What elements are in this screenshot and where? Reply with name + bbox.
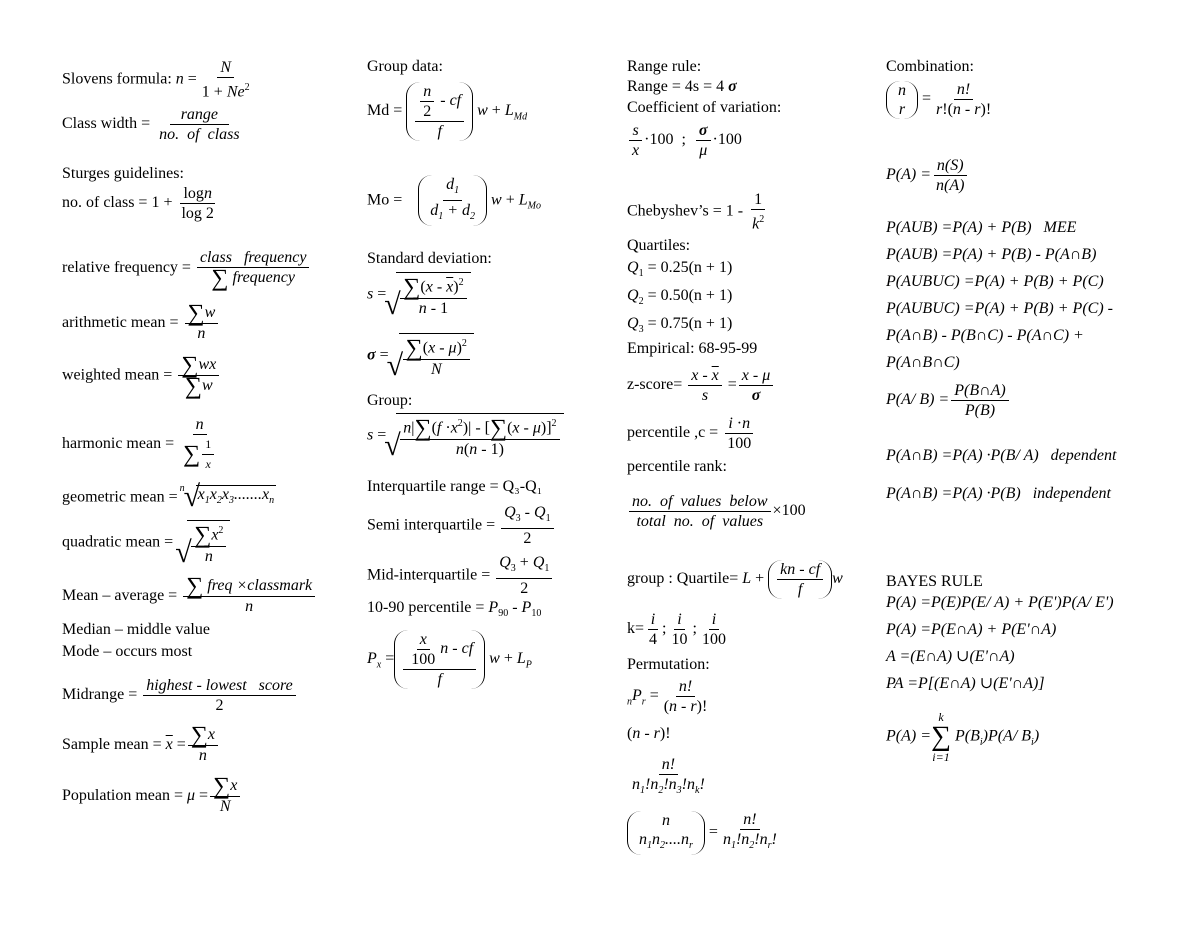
interquartile-range-text: Interquartile range = Q₃-Q₁ bbox=[367, 478, 543, 495]
n-minus-r-factorial: (n - r)! bbox=[627, 725, 671, 742]
k-formula: k= $\frac{i}{4}$ ; $\frac{i}{10}$ ; $\frac{i}{100}$ bbox=[627, 611, 726, 648]
percentile-formula: percentile ,c = $\frac{i \cdot n}{100}$ bbox=[627, 415, 752, 452]
median-group-formula: Md = $\frac{n}{2}$ - cf f $w + L_{Md}$ bbox=[367, 83, 528, 140]
harmonic-mean-formula: harmonic mean = n ∑ $\frac{1}{x}$ bbox=[62, 415, 221, 474]
union-three-mee-formula: P(AUBUC) =P(A) + P(B) + P(C) bbox=[886, 273, 1104, 290]
weighted-mean-formula: weighted mean = $\frac{\sum wx}{\sum w}$ bbox=[62, 355, 221, 397]
probability-formula: P(A) = $\frac{n(S)}{n(A)}$ bbox=[886, 156, 969, 195]
group-label: Group: bbox=[367, 392, 413, 409]
relative-frequency-formula: relative frequency = $\frac{\text{class frequency}}{\text{∑ frequency}}$ bbox=[62, 248, 311, 288]
coefficient-of-variation-label: Coefficient of variation: bbox=[627, 99, 782, 116]
semi-interquartile-formula: Semi interquartile = $\frac{Q_3 - Q_1}{2}$ bbox=[367, 503, 556, 548]
bayes-formula-3: A =(E∩A) ∪(E'∩A) bbox=[886, 648, 1015, 665]
group-data-label: Group data: bbox=[367, 58, 443, 75]
combination-formula: n r = $\frac{n!}{r!(n - r)!}$ bbox=[886, 80, 996, 119]
z-score-formula: z-score= $\frac{x - \overline{x}}{s}$ = $\frac{x - \mu}{\sigma}$ bbox=[627, 366, 775, 405]
quartiles-label: Quartiles: bbox=[627, 237, 691, 254]
no-of-class-formula: no. of class = 1 + $\frac{\log n}{\log 2}$ bbox=[62, 185, 214, 222]
independent-formula: P(A∩B) =P(A) ·P(B) independent bbox=[886, 485, 1111, 502]
range-rule-label: Range rule: bbox=[627, 58, 702, 75]
p1090-formula: 10-90 percentile = $P_{90} - P_{10}$ bbox=[367, 599, 542, 620]
group-quartile-formula: group : Quartile= L + $\frac{kn - cf}{f}$ w bbox=[627, 561, 843, 598]
mode-group-formula: Mo = $\frac{d_1}{d_1 + d_2}$ $w + L_{Mo}$ bbox=[367, 175, 541, 226]
geometric-mean-formula: geometric mean = √ n $x_1x_2x_3.......x_n$ bbox=[62, 485, 276, 510]
dependent-formula: P(A∩B) =P(A) ·P(B/ A) dependent bbox=[886, 447, 1117, 464]
bayes-formula-2: P(A) =P(E∩A) + P(E'∩A) bbox=[886, 621, 1057, 638]
bayes-formula-4: PA =P[(E∩A) ∪(E'∩A)] bbox=[886, 675, 1045, 692]
mode-text: Mode – occurs most bbox=[62, 643, 193, 660]
arithmetic-mean-formula: arithmetic mean = $\frac{\sum w}{n}$ bbox=[62, 303, 220, 343]
q2-formula: $Q_2 = 0.50(n + 1)$ bbox=[627, 287, 733, 308]
q3-formula: $Q_3 = 0.75(n + 1)$ bbox=[627, 315, 733, 336]
population-sd-formula: σ = √ $\frac{\sum(x - \mu)^2}{N}$ bbox=[367, 333, 474, 379]
permutation-label: Permutation: bbox=[627, 656, 710, 673]
group-sd-formula: s = √ $\frac{n|\sum(f \cdot x^2)| - [\sum(x - \mu)]^2}{n(n - 1)}$ bbox=[367, 413, 564, 459]
union-three-formula-line1: P(AUBUC) =P(A) + P(B) + P(C) - bbox=[886, 300, 1113, 317]
empirical-rule: Empirical: 68-95-99 bbox=[627, 340, 758, 357]
union-formula: P(AUB) =P(A) + P(B) - P(A∩B) bbox=[886, 246, 1097, 263]
sample-sd-formula: s = √ $\frac{\sum(x - \overline{x})^2}{n - 1}$ bbox=[367, 272, 471, 318]
bayes-rule-label: BAYES RULE bbox=[886, 573, 983, 590]
permutation-formula: $_nP_r$ = $\frac{n!}{(n - r)!}$ bbox=[627, 678, 708, 715]
percentile-rank-label: percentile rank: bbox=[627, 458, 727, 475]
conditional-probability-formula: P(A/ B) = $\frac{P(B\cap A)}{P(B)}$ bbox=[886, 381, 1011, 420]
population-mean-formula: Population mean = μ = $\frac{\sum x}{N}$ bbox=[62, 776, 242, 816]
midrange-formula: Midrange = $\frac{\text{highest - lowest score}}{2}$ bbox=[62, 676, 298, 715]
coefficient-of-variation-formula: $\frac{s}{x}$ ·100 ; $\frac{\sigma}{\mu}$ ·100 bbox=[627, 121, 742, 160]
sturges-label: Sturges guidelines: bbox=[62, 165, 184, 182]
class-width-formula: Class width = $\frac{\text{range}}{\text{no. of class}}$ bbox=[62, 106, 240, 143]
percentile-rank-formula: $\frac{\text{no. of values below}}{\text{total no. of values}}$ ×100 bbox=[627, 492, 806, 531]
multinomial-formula: $\frac{n!}{n_1!n_2!n_3!n_k!}$ bbox=[632, 756, 705, 797]
multinomial-coefficient-formula: n $n_1n_2....n_r$ = $\frac{n!}{n_1!n_2!n_r!}$ bbox=[627, 810, 782, 855]
union-mee-formula: P(AUB) =P(A) + P(B) MEE bbox=[886, 219, 1077, 236]
bayes-formula-5: P(A) = k ∑ i=1 $P(B_i)P(A/$ $B_i$) bbox=[886, 710, 1040, 764]
mid-interquartile-formula: Mid-interquartile = $\frac{Q_3 + Q_1}{2}$ bbox=[367, 553, 554, 598]
chebyshev-formula: Chebyshev’s = 1 - $\frac{1}{k^2}$ bbox=[627, 191, 765, 233]
quadratic-mean-formula: quadratic mean = √ $\frac{\sum x^2}{n}$ bbox=[62, 520, 230, 566]
slovens-formula: Slovens formula: n = $\frac{N}{1 + Ne^2}$ bbox=[62, 59, 250, 101]
percentile-group-formula: $P_x$ = $\frac{x}{100}$ n - cf f $w + L_P$ bbox=[367, 631, 532, 688]
union-three-formula-line2: P(A∩B) - P(B∩C) - P(A∩C) + bbox=[886, 327, 1084, 344]
sample-mean-formula: Sample mean = $\overline{x}$ = $\frac{\sum x}{n}$ bbox=[62, 725, 220, 765]
bayes-formula-1: P(A) =P(E)P(E/ A) + P(E')P(A/ E') bbox=[886, 594, 1114, 611]
median-text: Median – middle value bbox=[62, 621, 210, 638]
mean-average-formula: Mean – average = $\frac{\text{∑ freq ×classmark}}{n}$ bbox=[62, 576, 317, 616]
union-three-formula-line3: P(A∩B∩C) bbox=[886, 354, 960, 371]
range-rule-formula: Range = 4s = 4 σ bbox=[627, 78, 737, 95]
standard-deviation-label: Standard deviation: bbox=[367, 250, 492, 267]
q1-formula: $Q_1 = 0.25(n + 1)$ bbox=[627, 259, 733, 280]
combination-label: Combination: bbox=[886, 58, 974, 75]
